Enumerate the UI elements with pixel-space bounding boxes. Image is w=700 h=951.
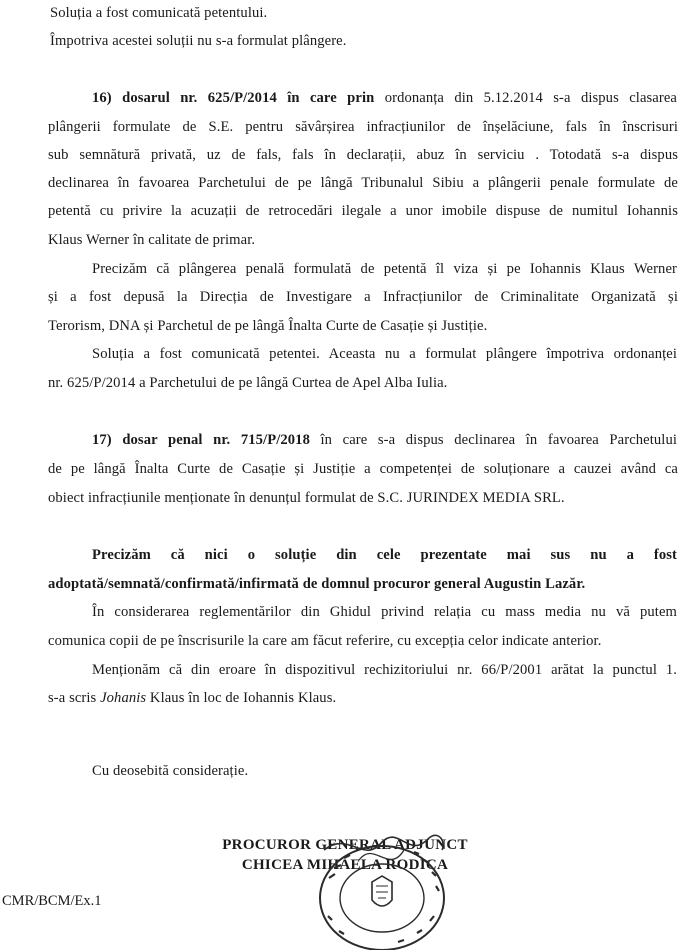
misspelled-name: Johanis xyxy=(100,690,147,706)
document-reference: CMR/BCM/Ex.1 xyxy=(2,893,102,909)
statement-line-1: Precizăm că nici o soluție din cele prezentate mai sus nu a fost xyxy=(92,547,677,563)
item16-line-1 xyxy=(92,89,677,107)
closing-p1-line-2: comunica copii de pe înscrisurile la care am făcut referire, cu excepția celor indicate anterior. xyxy=(48,633,602,649)
coat-of-arms-icon xyxy=(372,876,392,906)
closing-p2-line-2-post: Klaus în loc de Iohannis Klaus. xyxy=(146,690,337,706)
signature-name: CHICEA MIHAELA RODICA xyxy=(241,857,449,873)
closing-p2-line-2 xyxy=(48,689,678,707)
item17-line-1 xyxy=(92,431,677,449)
item16-p3-line-2: nr. 625/P/2014 a Parchetului de pe lângă Curtea de Apel Alba Iulia. xyxy=(48,375,448,391)
regards-line: Cu deosebită considerație. xyxy=(92,763,249,779)
item16-p2-line-2: și a fost depusă la Direcția de Investigare a Infracțiunilor de Criminalitate Organizată și xyxy=(48,289,678,305)
item16-line-6: Klaus Werner în calitate de primar. xyxy=(48,232,256,248)
item16-line-2: plângerii formulate de S.E. pentru săvârșirea infracțiunilor de înșelăciune, fals în înscrisuri xyxy=(48,119,678,135)
item16-line-4: declinarea în favoarea Parchetului de pe lângă Tribunalul Sibiu a plângerii penale formulate de xyxy=(48,175,678,191)
handwritten-signature-stroke xyxy=(359,850,404,860)
closing-p2-line-2-pre: s-a scris xyxy=(48,690,101,706)
item16-line-1-rest: ordonanța din 5.12.2014 s-a dispus clasarea xyxy=(384,90,677,106)
item17-heading: 17) dosar penal nr. 715/P/2018 xyxy=(92,432,310,448)
closing-p1-line-1: În considerarea reglementărilor din Ghidul privind relația cu mass media nu vă putem xyxy=(92,604,677,620)
item16-heading: 16) dosarul nr. 625/P/2014 în care prin xyxy=(92,90,375,106)
item16-line-3: sub semnătură privată, uz de fals, fals în declarații, abuz în serviciu . Totodată s-a dispus xyxy=(48,147,678,163)
stamp-ring-lettering-marks xyxy=(328,848,439,942)
official-stamp xyxy=(304,820,454,950)
intro-line-1: Soluția a fost comunicată petentului. xyxy=(50,5,268,21)
item17-line-2: de pe lângă Înalta Curte de Casație și Justiție a competenței de soluționare a cauzei având ca xyxy=(48,461,678,477)
item16-p2-line-1: Precizăm că plângerea penală formulată de petentă îl viza și pe Iohannis Klaus Werner xyxy=(92,261,677,277)
item17-line-1-rest: în care s-a dispus declinarea în favoarea Parchetului xyxy=(320,432,677,448)
handwritten-signature xyxy=(324,835,443,850)
signature-title: PROCUROR GENERAL ADJUNCT xyxy=(222,837,468,853)
closing-p2-line-1: Menționăm că din eroare în dispozitivul rechizitoriului nr. 66/P/2001 arătat la punctul 1. xyxy=(92,662,677,678)
item16-line-5: petentă cu privire la acuzații de retrocedări ilegale a unor imobile dispuse de numitul Iohannis xyxy=(48,203,678,219)
statement-line-2: adoptată/semnată/confirmată/infirmată de domnul procuror general Augustin Lazăr. xyxy=(48,576,586,592)
item16-p3-line-1: Soluția a fost comunicată petentei. Aceasta nu a formulat plângere împotriva ordonanței xyxy=(92,346,677,362)
intro-line-2: Împotriva acestei soluții nu s-a formulat plângere. xyxy=(50,33,347,49)
item16-p2-line-3: Terorism, DNA și Parchetul de pe lângă Înalta Curte de Casație și Justiție. xyxy=(48,318,488,334)
coat-of-arms-detail xyxy=(376,886,388,898)
item17-line-3: obiect infracțiunile menționate în denunțul formulat de S.C. JURINDEX MEDIA SRL. xyxy=(48,490,565,506)
